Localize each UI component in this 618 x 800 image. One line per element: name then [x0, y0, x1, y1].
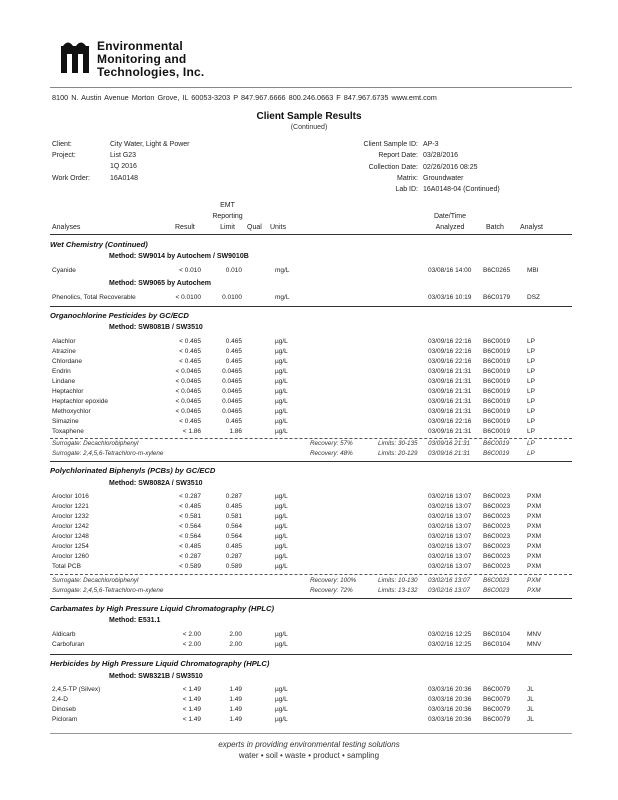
col-rl-line2: Reporting: [212, 213, 243, 220]
units: µg/L: [275, 388, 288, 395]
surrogate-name: Surrogate: 2,4,5,6-Tetrachloro-m-xylene: [52, 587, 164, 594]
date-analyzed: 03/02/16 13:07: [428, 513, 472, 520]
units: µg/L: [275, 716, 288, 723]
method-label: Method: SW9014 by Autochem / SW9010B: [109, 253, 249, 260]
analyte-name: Toxaphene: [52, 428, 84, 435]
date-analyzed: 03/09/16 22:16: [428, 348, 472, 355]
date-analyzed: 03/09/16 22:16: [428, 418, 472, 425]
report-date-value: 03/28/2016: [423, 152, 459, 159]
date-analyzed: 03/02/16 13:07: [428, 587, 471, 594]
result-value: < 0.589: [179, 563, 201, 570]
batch: B6C0019: [483, 440, 510, 447]
reporting-limit: 0.564: [225, 533, 242, 540]
date-analyzed: 03/02/16 13:07: [428, 503, 472, 510]
date-analyzed: 03/09/16 21:31: [428, 398, 472, 405]
units: µg/L: [275, 631, 288, 638]
units: µg/L: [275, 368, 288, 375]
surrogate-divider: [50, 574, 572, 575]
reporting-limit: 0.0465: [222, 408, 242, 415]
section-divider: [50, 306, 572, 307]
col-rl-line3: Limit: [220, 224, 235, 231]
date-analyzed: 03/09/16 21:31: [428, 450, 471, 457]
surrogate-limits: Limits: 10-130: [378, 577, 418, 584]
analyte-name: Aroclor 1232: [52, 513, 89, 520]
units: µg/L: [275, 418, 288, 425]
reporting-limit: 0.564: [225, 523, 242, 530]
batch: B6C0079: [483, 716, 511, 723]
result-value: < 0.287: [179, 553, 201, 560]
analyst: PXM: [527, 577, 541, 584]
batch: B6C0019: [483, 428, 511, 435]
surrogate-recovery: Recovery: 100%: [310, 577, 357, 584]
date-analyzed: 03/03/16 10:19: [428, 294, 472, 301]
batch: B6C0104: [483, 631, 511, 638]
result-value: < 1.49: [182, 686, 201, 693]
col-units: Units: [270, 224, 286, 231]
method-label: Method: SW9065 by Autochem: [109, 280, 212, 287]
reporting-limit: 1.49: [229, 716, 242, 723]
analyte-name: Endrin: [52, 368, 71, 375]
reporting-limit: 0.0465: [222, 388, 242, 395]
report-title: Client Sample Results: [256, 111, 362, 122]
surrogate-recovery: Recovery: 48%: [310, 450, 353, 457]
reporting-limit: 0.581: [225, 513, 242, 520]
sample-id-value: AP-3: [423, 141, 439, 148]
analyte-name: Methoxychlor: [52, 408, 91, 415]
analyst: MNV: [527, 631, 542, 638]
reporting-limit: 0.0465: [222, 368, 242, 375]
analyst: LP: [527, 450, 535, 457]
project-value-2: 1Q 2016: [110, 163, 137, 170]
units: µg/L: [275, 493, 288, 500]
analyst: DSZ: [527, 294, 540, 301]
date-analyzed: 03/09/16 21:31: [428, 440, 471, 447]
date-analyzed: 03/03/16 20:36: [428, 696, 472, 703]
analyte-name: Aroclor 1016: [52, 493, 89, 500]
col-analyst: Analyst: [520, 224, 543, 231]
table-row: [0, 503, 618, 513]
analyte-name: Carbofuran: [52, 641, 85, 648]
table-row: [0, 368, 618, 378]
table-row: [0, 716, 618, 726]
analyst: JL: [527, 716, 534, 723]
batch: B6C0019: [483, 358, 511, 365]
units: µg/L: [275, 553, 288, 560]
company-name-line1: Environmental: [97, 39, 183, 53]
workorder-label: Work Order:: [52, 175, 90, 182]
units: µg/L: [275, 686, 288, 693]
date-analyzed: 03/02/16 13:07: [428, 523, 472, 530]
result-value: < 0.581: [179, 513, 201, 520]
section-divider: [50, 461, 572, 462]
company-name-line3: Technologies, Inc.: [97, 65, 205, 79]
surrogate-limits: Limits: 13-132: [378, 587, 418, 594]
result-value: < 0.0465: [175, 408, 201, 415]
date-analyzed: 03/03/16 20:36: [428, 716, 472, 723]
date-analyzed: 03/02/16 12:25: [428, 641, 472, 648]
table-row: [0, 563, 618, 573]
table-row: [0, 523, 618, 533]
batch: B6C0023: [483, 563, 511, 570]
result-value: < 0.564: [179, 523, 201, 530]
batch: B6C0019: [483, 378, 511, 385]
date-analyzed: 03/02/16 13:07: [428, 553, 472, 560]
col-analyses: Analyses: [52, 224, 81, 231]
analyte-name: Aroclor 1242: [52, 523, 89, 530]
units: µg/L: [275, 348, 288, 355]
result-value: < 0.465: [179, 338, 201, 345]
col-result: Result: [175, 224, 195, 231]
reporting-limit: 2.00: [229, 641, 242, 648]
batch: B6C0079: [483, 706, 511, 713]
analyst: LP: [527, 398, 535, 405]
units: µg/L: [275, 543, 288, 550]
footer-services: water • soil • waste • product • sampling: [238, 751, 380, 760]
result-value: < 0.465: [179, 358, 201, 365]
table-row: [0, 686, 618, 696]
table-row: [0, 696, 618, 706]
reporting-limit: 0.465: [225, 418, 242, 425]
date-analyzed: 03/09/16 22:16: [428, 358, 472, 365]
result-value: < 0.287: [179, 493, 201, 500]
reporting-limit: 1.49: [229, 686, 242, 693]
analyst: LP: [527, 338, 535, 345]
analyst: PXM: [527, 563, 542, 570]
result-value: < 2.00: [182, 641, 201, 648]
batch: B6C0023: [483, 577, 510, 584]
table-row: [0, 398, 618, 408]
header-rule: [50, 87, 572, 88]
table-row: [0, 553, 618, 563]
section-title: Organochlorine Pesticides by GC/ECD: [50, 311, 189, 320]
table-row: [0, 493, 618, 503]
method-label: Method: SW8082A / SW3510: [109, 480, 203, 487]
collection-date-label: Collection Date:: [368, 164, 418, 171]
result-value: < 1.49: [182, 706, 201, 713]
table-row: [0, 533, 618, 543]
surrogate-recovery: Recovery: 57%: [310, 440, 353, 447]
analyst: PXM: [527, 543, 542, 550]
reporting-limit: 1.49: [229, 706, 242, 713]
table-row: [0, 428, 618, 438]
analyte-name: Aroclor 1254: [52, 543, 89, 550]
analyte-name: Chlordane: [52, 358, 82, 365]
col-date-line1: Date/Time: [433, 213, 467, 220]
client-label: Client:: [52, 141, 72, 148]
table-row: [0, 294, 618, 304]
date-analyzed: 03/02/16 13:07: [428, 563, 472, 570]
date-analyzed: 03/02/16 12:25: [428, 631, 472, 638]
surrogate-row: [0, 577, 618, 587]
analyst: PXM: [527, 523, 542, 530]
units: µg/L: [275, 398, 288, 405]
section-title: Wet Chemistry (Continued): [50, 240, 148, 249]
table-row: [0, 543, 618, 553]
col-qual: Qual: [247, 224, 262, 231]
matrix-label: Matrix:: [397, 175, 418, 182]
table-row: [0, 378, 618, 388]
company-logo: [60, 40, 90, 73]
date-analyzed: 03/02/16 13:07: [428, 533, 472, 540]
analyte-name: Dinoseb: [52, 706, 76, 713]
collection-date-value: 02/26/2016 08:25: [423, 164, 478, 171]
result-value: < 1.86: [182, 428, 201, 435]
date-analyzed: 03/02/16 13:07: [428, 493, 472, 500]
result-value: < 0.0465: [175, 378, 201, 385]
surrogate-divider: [50, 438, 572, 439]
matrix-value: Groundwater: [423, 175, 464, 182]
company-name-line2: Monitoring and: [97, 52, 187, 66]
result-value: < 0.0100: [175, 294, 201, 301]
table-row: [0, 706, 618, 716]
units: µg/L: [275, 378, 288, 385]
analyte-name: Aldicarb: [52, 631, 76, 638]
analyst: PXM: [527, 553, 542, 560]
result-value: < 0.0465: [175, 368, 201, 375]
units: µg/L: [275, 513, 288, 520]
lab-id-value: 16A0148-04 (Continued): [423, 186, 500, 193]
header-underline: [50, 234, 572, 235]
units: µg/L: [275, 641, 288, 648]
surrogate-limits: Limits: 30-135: [378, 440, 418, 447]
date-analyzed: 03/08/16 14:00: [428, 267, 472, 274]
report-date-label: Report Date:: [378, 152, 418, 159]
table-row: [0, 388, 618, 398]
reporting-limit: 0.287: [225, 493, 242, 500]
batch: B6C0019: [483, 408, 511, 415]
batch: B6C0023: [483, 493, 511, 500]
date-analyzed: 03/09/16 21:31: [428, 388, 472, 395]
analyst: JL: [527, 686, 534, 693]
batch: B6C0019: [483, 368, 511, 375]
table-row: [0, 408, 618, 418]
units: mg/L: [275, 267, 290, 274]
company-name: [97, 40, 204, 79]
date-analyzed: 03/03/16 20:36: [428, 706, 472, 713]
reporting-limit: 0.485: [225, 503, 242, 510]
units: µg/L: [275, 523, 288, 530]
batch: B6C0079: [483, 686, 511, 693]
units: µg/L: [275, 696, 288, 703]
analyte-name: Aroclor 1248: [52, 533, 89, 540]
analyte-name: Simazine: [52, 418, 79, 425]
footer-tagline: experts in providing environmental testing solutions: [218, 740, 400, 749]
company-address: 8100 N. Austin Avenue Morton Grove, IL 60053-3203 P 847.967.6666 800.246.0663 F 847.967.6735 www.emt.com: [52, 93, 437, 102]
analyst: PXM: [527, 513, 542, 520]
batch: B6C0023: [483, 587, 510, 594]
analyte-name: Total PCB: [52, 563, 81, 570]
sample-id-label: Client Sample ID:: [363, 141, 418, 148]
result-value: < 0.0465: [175, 398, 201, 405]
analyst: LP: [527, 368, 535, 375]
units: µg/L: [275, 563, 288, 570]
surrogate-name: Surrogate: Decachlorobiphenyl: [52, 440, 139, 447]
reporting-limit: 0.589: [225, 563, 242, 570]
batch: B6C0023: [483, 543, 511, 550]
units: µg/L: [275, 706, 288, 713]
units: µg/L: [275, 503, 288, 510]
analyst: PXM: [527, 533, 542, 540]
section-title: Polychlorinated Biphenyls (PCBs) by GC/ECD: [50, 466, 216, 475]
result-value: < 0.485: [179, 543, 201, 550]
batch: B6C0104: [483, 641, 511, 648]
section-divider: [50, 598, 572, 599]
workorder-value: 16A0148: [110, 175, 139, 182]
surrogate-name: Surrogate: 2,4,5,6-Tetrachloro-m-xylene: [52, 450, 164, 457]
analyst: PXM: [527, 587, 541, 594]
batch: B6C0179: [483, 294, 511, 301]
result-value: < 0.485: [179, 503, 201, 510]
analyst: LP: [527, 358, 535, 365]
col-batch: Batch: [486, 224, 504, 231]
analyte-name: Aroclor 1260: [52, 553, 89, 560]
surrogate-row: [0, 587, 618, 597]
batch: B6C0019: [483, 348, 511, 355]
analyst: PXM: [527, 493, 542, 500]
analyst: MBI: [527, 267, 539, 274]
date-analyzed: 03/09/16 22:16: [428, 338, 472, 345]
batch: B6C0023: [483, 513, 511, 520]
table-row: [0, 418, 618, 428]
date-analyzed: 03/02/16 13:07: [428, 543, 472, 550]
table-row: [0, 267, 618, 277]
surrogate-row: [0, 450, 618, 460]
analyst: LP: [527, 428, 535, 435]
date-analyzed: 03/09/16 21:31: [428, 408, 472, 415]
batch: B6C0023: [483, 553, 511, 560]
result-value: < 0.010: [179, 267, 201, 274]
analyst: LP: [527, 348, 535, 355]
report-subtitle: (Continued): [290, 124, 328, 131]
table-row: [0, 631, 618, 641]
analyte-name: Phenolics, Total Recoverable: [52, 294, 136, 301]
date-analyzed: 03/09/16 21:31: [428, 368, 472, 375]
analyst: LP: [527, 378, 535, 385]
units: µg/L: [275, 428, 288, 435]
surrogate-limits: Limits: 20-129: [378, 450, 418, 457]
analyte-name: Cyanide: [52, 267, 76, 274]
reporting-limit: 0.287: [225, 553, 242, 560]
analyst: JL: [527, 696, 534, 703]
analyst: LP: [527, 418, 535, 425]
batch: B6C0023: [483, 523, 511, 530]
table-row: [0, 641, 618, 651]
analyte-name: 2,4-D: [52, 696, 68, 703]
surrogate-row: [0, 440, 618, 450]
reporting-limit: 0.0465: [222, 398, 242, 405]
col-date-line2: Analyzed: [435, 224, 465, 231]
lab-id-label: Lab ID:: [395, 186, 418, 193]
analyst: LP: [527, 440, 535, 447]
analyte-name: Atrazine: [52, 348, 76, 355]
analyte-name: Lindane: [52, 378, 76, 385]
units: mg/L: [275, 294, 290, 301]
result-value: < 0.465: [179, 348, 201, 355]
reporting-limit: 0.465: [225, 338, 242, 345]
batch: B6C0019: [483, 418, 511, 425]
analyte-name: Heptachlor: [52, 388, 84, 395]
reporting-limit: 0.465: [225, 348, 242, 355]
method-label: Method: SW8081B / SW3510: [109, 324, 203, 331]
date-analyzed: 03/03/16 20:36: [428, 686, 472, 693]
analyte-name: 2,4,5-TP (Silvex): [52, 686, 101, 693]
table-row: [0, 513, 618, 523]
units: µg/L: [275, 338, 288, 345]
batch: B6C0023: [483, 503, 511, 510]
reporting-limit: 0.0465: [222, 378, 242, 385]
reporting-limit: 0.0100: [222, 294, 242, 301]
section-title: Carbamates by High Pressure Liquid Chromatography (HPLC): [50, 604, 275, 613]
analyst: MNV: [527, 641, 542, 648]
reporting-limit: 2.00: [229, 631, 242, 638]
section-divider: [50, 654, 572, 655]
analyte-name: Aroclor 1221: [52, 503, 89, 510]
result-value: < 0.564: [179, 533, 201, 540]
result-value: < 0.0465: [175, 388, 201, 395]
batch: B6C0265: [483, 267, 511, 274]
analyst: JL: [527, 706, 534, 713]
analyte-name: Heptachlor epoxide: [52, 398, 109, 405]
batch: B6C0019: [483, 450, 510, 457]
reporting-limit: 0.010: [225, 267, 242, 274]
project-value: List G23: [110, 152, 137, 159]
date-analyzed: 03/09/16 21:31: [428, 428, 472, 435]
result-value: < 2.00: [182, 631, 201, 638]
method-label: Method: SW8321B / SW3510: [109, 673, 203, 680]
method-label: Method: E531.1: [109, 617, 161, 624]
result-value: < 0.465: [179, 418, 201, 425]
batch: B6C0019: [483, 398, 511, 405]
reporting-limit: 1.86: [229, 428, 242, 435]
client-value: City Water, Light & Power: [110, 141, 190, 148]
batch: B6C0019: [483, 338, 511, 345]
analyst: LP: [527, 408, 535, 415]
units: µg/L: [275, 358, 288, 365]
reporting-limit: 0.485: [225, 543, 242, 550]
result-value: < 1.49: [182, 716, 201, 723]
table-row: [0, 338, 618, 348]
date-analyzed: 03/02/16 13:07: [428, 577, 471, 584]
project-label: Project:: [52, 152, 76, 159]
col-rl-line1: EMT: [220, 202, 235, 209]
result-value: < 1.49: [182, 696, 201, 703]
units: µg/L: [275, 533, 288, 540]
footer-rule: [50, 733, 572, 734]
surrogate-name: Surrogate: Decachlorobiphenyl: [52, 577, 139, 584]
reporting-limit: 1.49: [229, 696, 242, 703]
date-analyzed: 03/09/16 21:31: [428, 378, 472, 385]
units: µg/L: [275, 408, 288, 415]
batch: B6C0019: [483, 388, 511, 395]
reporting-limit: 0.465: [225, 358, 242, 365]
analyte-name: Alachlor: [52, 338, 76, 345]
analyst: LP: [527, 388, 535, 395]
batch: B6C0023: [483, 533, 511, 540]
analyte-name: Picloram: [52, 716, 78, 723]
batch: B6C0079: [483, 696, 511, 703]
analyst: PXM: [527, 503, 542, 510]
table-row: [0, 348, 618, 358]
table-row: [0, 358, 618, 368]
section-title: Herbicides by High Pressure Liquid Chromatography (HPLC): [50, 659, 270, 668]
surrogate-recovery: Recovery: 72%: [310, 587, 353, 594]
